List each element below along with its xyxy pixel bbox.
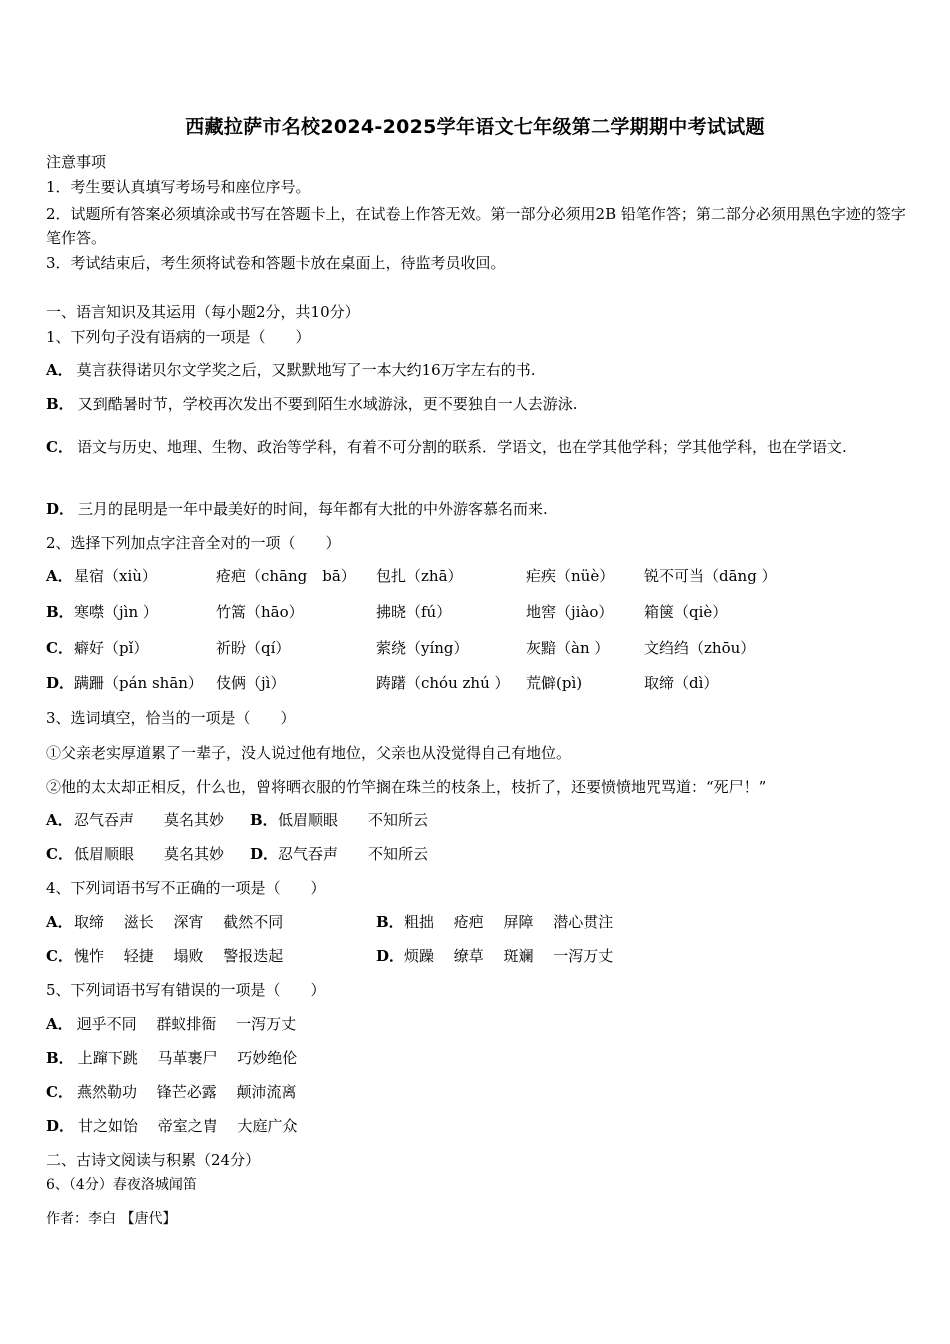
q2-cell: 竹篙（hāo） [216, 603, 304, 621]
option-label: B． [376, 913, 404, 931]
q2-cell: 伎俩（jì） [216, 674, 286, 692]
option-label: C． [46, 639, 73, 657]
notice-item-1: 1．考生要认真填写考场号和座位序号。 [46, 178, 311, 196]
option-text: 迥乎不同 群蚁排衙 一泻万丈 [76, 1015, 297, 1033]
q2-cell: 地窖（jiào） [526, 603, 614, 621]
q2-cell: 灰黯（àn ） [526, 639, 610, 657]
q3-options-cd [46, 844, 906, 864]
q3-line-2: ②他的太太却正相反，什么也，曾将晒衣服的竹竿搁在珠兰的枝条上，枝折了，还要愤愤地咒骂道：“死尸！” [46, 778, 767, 796]
option-text: 忍气吞声 莫名其妙 [74, 811, 225, 829]
q2-cell: 包扎（zhā） [376, 567, 463, 585]
q2-cell: 寒噤（jìn ） [74, 603, 158, 621]
page-title: 西藏拉萨市名校2024-2025学年语文七年级第二学期期中考试试题 [185, 116, 765, 138]
q5-option-a [46, 1014, 296, 1034]
q4-options-cd [46, 946, 906, 966]
q2-cell: 踌躇（chóu zhú ） [376, 674, 510, 692]
q5-option-d [46, 1116, 298, 1136]
q2-option-c [46, 638, 906, 658]
option-label: C． [46, 1083, 73, 1101]
q3-stem: 3、选词填空，恰当的一项是（ ） [46, 709, 296, 727]
option-label: A． [46, 1015, 73, 1033]
q2-cell: 萦绕（yíng） [376, 639, 469, 657]
option-label: D． [46, 500, 75, 518]
option-label: D． [46, 1117, 75, 1135]
q2-cell: 星宿（xiù） [74, 567, 157, 585]
q2-option-b [46, 602, 906, 622]
option-label: A． [46, 567, 73, 585]
option-text: 粗拙 疮疤 屏障 潜心贯注 [404, 913, 614, 931]
notice-heading: 注意事项 [46, 153, 107, 171]
notice-item-3: 3．考试结束后，考生须将试卷和答题卡放在桌面上，待监考员收回。 [46, 254, 506, 272]
q2-cell: 拂晓（fú） [376, 603, 452, 621]
option-label: B． [46, 1049, 74, 1067]
option-text: 甘之如饴 帝室之胄 大庭广众 [78, 1117, 298, 1135]
option-label: A． [46, 811, 73, 829]
option-label: C． [46, 438, 73, 456]
poem-author: 作者：李白 【唐代】 [46, 1211, 177, 1227]
section2-heading: 二、古诗文阅读与积累（24分） [46, 1151, 261, 1169]
option-label: B． [46, 603, 74, 621]
q5-option-c [46, 1082, 297, 1102]
q1-stem: 1、下列句子没有语病的一项是（ ） [46, 328, 311, 346]
q4-options-ab [46, 912, 906, 932]
q2-cell: 蹒跚（pán shān） [74, 674, 203, 692]
option-text: 上蹿下跳 马革裹尸 巧妙绝伦 [77, 1049, 298, 1067]
option-text: 低眉顺眼 不知所云 [278, 811, 429, 829]
option-text: 莫言获得诺贝尔文学奖之后，又默默地写了一本大约16万字左右的书. [76, 361, 536, 379]
q2-cell: 锐不可当（dāng ） [644, 567, 777, 585]
q1-option-c [46, 428, 908, 466]
option-label: D． [46, 674, 75, 692]
q1-option-a [46, 360, 536, 380]
q2-cell: 取缔（dì） [644, 674, 719, 692]
option-text: 忍气吞声 不知所云 [278, 845, 429, 863]
q2-option-d [46, 673, 906, 693]
option-label: D． [376, 947, 405, 965]
option-text: 愧怍 轻捷 塌败 警报迭起 [74, 947, 284, 965]
q3-options-ab [46, 810, 906, 830]
q2-cell: 文绉绉（zhōu） [644, 639, 756, 657]
q5-stem: 5、下列词语书写有错误的一项是（ ） [46, 981, 326, 999]
q1-option-d [46, 499, 548, 519]
option-text: 取缔 滋长 深宵 截然不同 [74, 913, 284, 931]
q1-option-b [46, 394, 577, 414]
q2-cell: 疟疾（nüè） [526, 567, 615, 585]
option-text: 语文与历史、地理、生物、政治等学科，有着不可分割的联系．学语文，也在学其他学科；学其他学科，也在学语文. [76, 438, 847, 456]
q4-stem: 4、下列词语书写不正确的一项是（ ） [46, 879, 326, 897]
q2-cell: 疮疤（chāng bā） [216, 567, 356, 585]
q6-stem: 6、（4分）春夜洛城闻笛 [46, 1177, 197, 1193]
option-label: A． [46, 361, 73, 379]
notice-item-2: 2．试题所有答案必须填涂或书写在答题卡上，在试卷上作答无效。第一部分必须用2B 铅笔作答；第二部分必须用黑色字迹的签字笔作答。 [46, 205, 906, 247]
section1-heading: 一、语言知识及其运用（每小题2分，共10分） [46, 303, 360, 321]
q2-stem: 2、选择下列加点字注音全对的一项（ ） [46, 534, 341, 552]
option-text: 低眉顺眼 莫名其妙 [74, 845, 225, 863]
q3-line-1: ①父亲老实厚道累了一辈子，没人说过他有地位，父亲也从没觉得自己有地位。 [46, 744, 572, 762]
q5-option-b [46, 1048, 297, 1068]
option-text: 烦躁 缭草 斑斓 一泻万丈 [404, 947, 614, 965]
option-label: B． [250, 811, 278, 829]
option-text: 又到酷暑时节，学校再次发出不要到陌生水域游泳，更不要独自一人去游泳. [77, 395, 578, 413]
option-label: A． [46, 913, 73, 931]
q2-cell: 荒僻(pì) [526, 674, 583, 692]
option-label: C． [46, 947, 73, 965]
option-text: 三月的昆明是一年中最美好的时间，每年都有大批的中外游客慕名而来. [78, 500, 548, 518]
option-label: D． [250, 845, 279, 863]
q2-option-a [46, 566, 906, 586]
q2-cell: 箱箧（qiè） [644, 603, 728, 621]
option-label: C． [46, 845, 73, 863]
q2-cell: 祈盼（qí） [216, 639, 291, 657]
option-label: B． [46, 395, 74, 413]
q2-cell: 癖好（pǐ） [74, 639, 149, 657]
option-text: 燕然勒功 锋芒必露 颠沛流离 [76, 1083, 297, 1101]
